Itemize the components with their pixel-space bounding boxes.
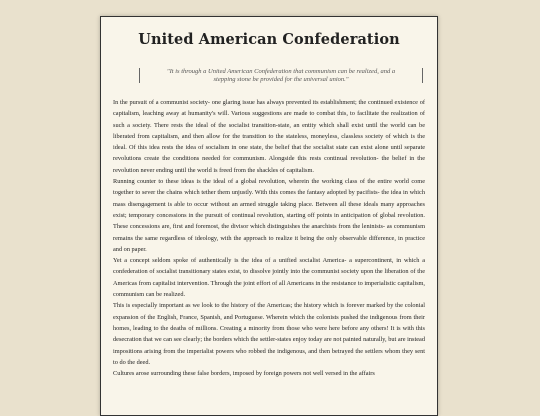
paragraph: Yet a concept seldom spoke of authentically is the idea of a unified socialist America- a supercontinent, in which a confederation of socialist transitionary states exist, to dissolve jointly into the communist society upon the liberation of the Americas from capitalist intervention. Through the joint effort of all Americans in the resistance to imperialistic capitalism, communism can be realized. <box>113 257 425 299</box>
document-body <box>113 97 425 379</box>
paragraph: Cultures arose surrounding these false borders, imposed by foreign powers not well versed in the affairs <box>113 370 375 378</box>
paragraph: This is especially important as we look to the history of the Americas; the history which is forever marked by the colonial expansion of the English, France, Spanish, and Portuguese. Wherein which the colonists pushed the indigenous from their homes, leading to the deaths of millions. Creating a minority from those who were here before any others! It is with this desecration that we can see clearly; the borders which the settler-states enjoy today are not painted naturally, but are instead impositions arising from the imperialist powers who robbed the indigenous, and then betrayed the settlers whom they sent to do the deed. <box>113 302 425 366</box>
paragraph: Running counter to these ideas is the ideal of a global revolution, wherein the working class of the entire world come together to sever the chains which tether them unjustly. With this comes the fantasy adopted by pacifists- the idea in which mass disengagement is able to occur without an armed struggle taking place. Between all these ideals many approaches exist; temporary concessions in the pursuit of continual revolution, starting off points in anticipation of global revolution. These concessions are, first and foremost, the divisor which distinguishes the anarchists from the leninists- as communism remains the same regardless of ideology, with the approach to realize it being the only observable difference, in practice and on paper. <box>113 178 425 253</box>
epigraph-quote: "It is through a United American Confederation that communism can be realized, and a stepping stone be provided for the universal union." <box>139 68 423 83</box>
document-title: United American Confederation <box>138 31 400 48</box>
paragraph: In the pursuit of a communist society- one glaring issue has always prevented its establishment; the continued existence of capitalism, leaching away at humanity's will. Various suggestions are made to combat this, to facilitate the realization of such a society. There rests the ideal of the socialist transition-state, an entity which shall exist until the world can be liberated from capitalism, and then allow for the transition to the stateless, moneyless, classless society of which is the ideal. Of this idea rests the idea of socialism in one state, the belief that the socialist state can exist alone until separate revolutions create the conditions needed for communism. Alongside this rests continual revolution- the belief in the revolution never ending until the world is freed from the shackles of capitalism. <box>113 99 425 174</box>
document-page <box>100 16 438 416</box>
